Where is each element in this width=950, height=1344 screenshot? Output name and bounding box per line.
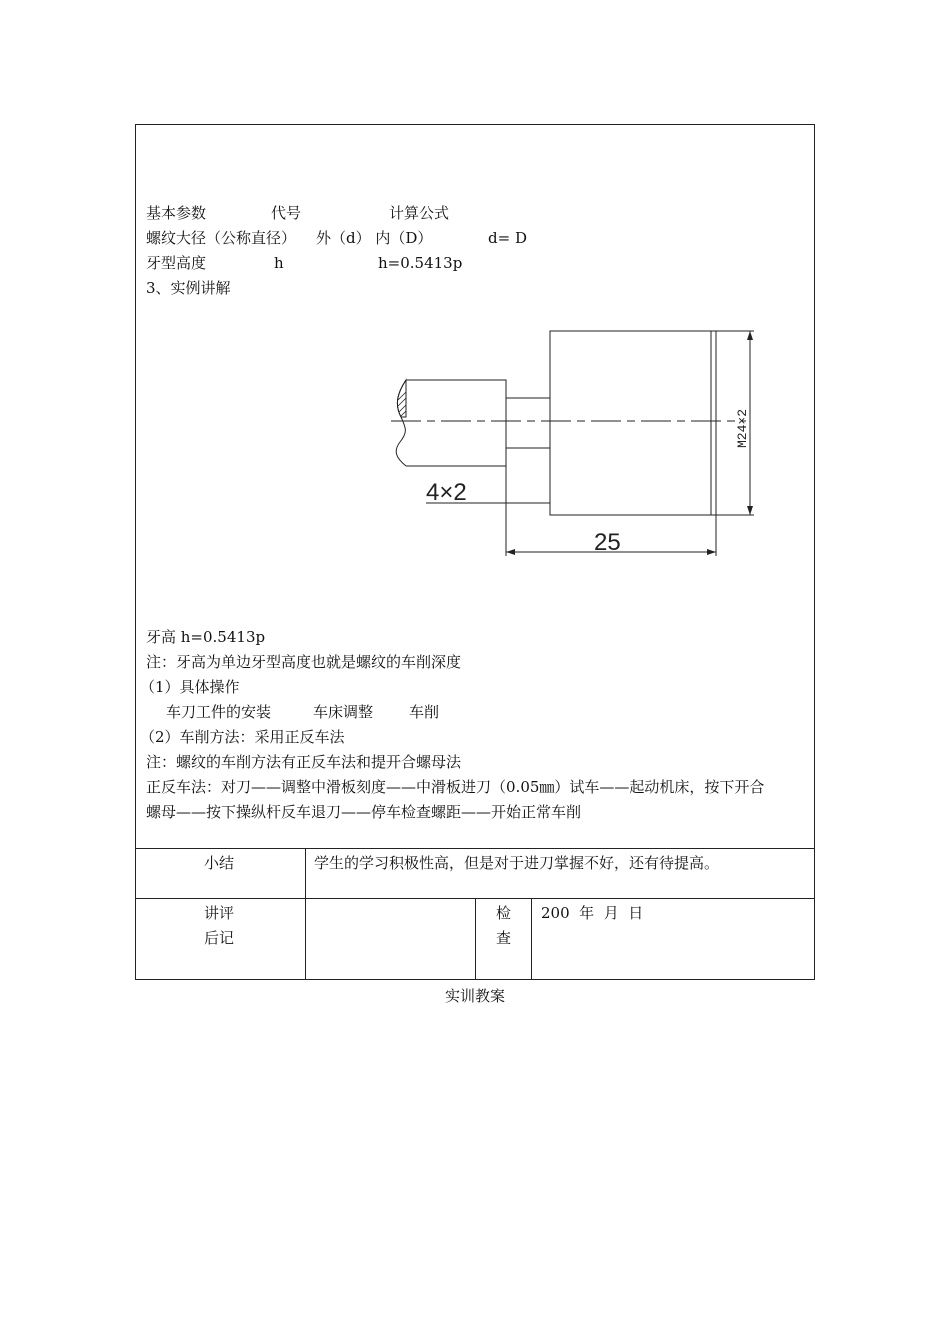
operation-title: （1）具体操作 [140, 678, 240, 696]
summary-text: 学生的学习积极性高，但是对于进刀掌握不好，还有待提高。 [314, 854, 720, 872]
groove [506, 398, 550, 448]
param-row1-name: 螺纹大径（公称直径） [146, 229, 297, 247]
note-2: 注：螺纹的车削方法有正反车法和提开合螺母法 [146, 753, 462, 771]
length-dimension: 25 [594, 529, 621, 556]
check-label-line1: 检 [496, 904, 512, 922]
procedure-line-1: 正反车法：对刀——调整中滑板刻度——中滑板进刀（0.05㎜）试车——起动机床，按下开合 [146, 778, 765, 796]
review-date: 200 年 月 日 [541, 904, 644, 922]
summary-top-border [136, 848, 814, 849]
param-header-basic: 基本参数 [146, 204, 207, 222]
page-footer: 实训教案 [444, 987, 505, 1005]
review-divider-2 [531, 898, 532, 980]
label-column-divider [305, 848, 306, 980]
param-row1-code: 外（d） 内（D） [316, 229, 433, 247]
lesson-plan-table [135, 124, 815, 980]
note-1: 注：牙高为单边牙型高度也就是螺纹的车削深度 [146, 653, 462, 671]
check-label-line2: 查 [496, 929, 512, 947]
thread-dimension: M24×2 [735, 408, 750, 448]
param-header-code: 代号 [271, 204, 302, 222]
review-label-line1: 讲评 [204, 904, 235, 922]
break-line [396, 380, 406, 466]
summary-label: 小结 [204, 854, 235, 872]
review-label-line2: 后记 [204, 929, 235, 947]
procedure-line-2: 螺母——按下操纵杆反车退刀——停车检查螺距——开始正常车削 [146, 803, 582, 821]
operation-step-3: 车削 [409, 703, 440, 721]
break-section [397, 380, 406, 417]
shaft-drawing [376, 320, 766, 570]
turning-method: （2）车削方法：采用正反车法 [140, 728, 345, 746]
tooth-height: 牙高 h=0.5413p [146, 628, 266, 646]
operation-step-2: 车床调整 [313, 703, 374, 721]
param-row2-name: 牙型高度 [146, 254, 207, 272]
section-example-title: 3、实例讲解 [146, 279, 231, 297]
groove-dimension: 4×2 [426, 479, 467, 506]
param-row2-code: h [274, 254, 284, 272]
operation-step-1: 车刀工件的安装 [166, 703, 272, 721]
param-row1-formula: d= D [488, 229, 527, 247]
review-divider-1 [475, 898, 476, 980]
shaft-body [406, 380, 506, 466]
param-row2-formula: h=0.5413p [378, 254, 463, 272]
thread-body [550, 331, 716, 515]
param-header-formula: 计算公式 [389, 204, 450, 222]
